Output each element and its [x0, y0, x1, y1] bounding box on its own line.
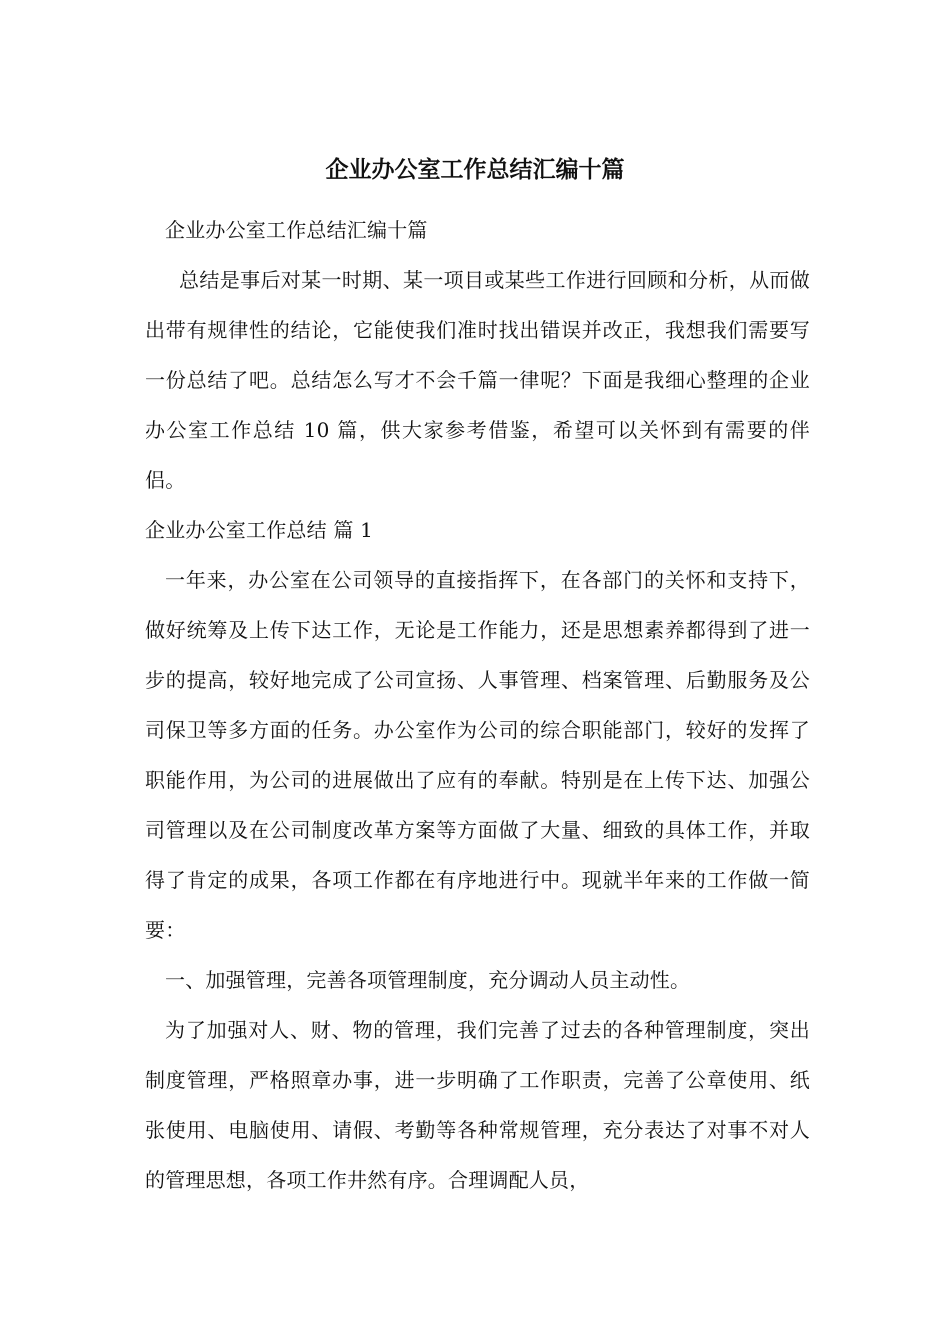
section-heading: 企业办公室工作总结 篇 1 — [145, 518, 374, 542]
body-paragraph-2: 为了加强对人、财、物的管理，我们完善了过去的各种管理制度，突出制度管理，严格照章办事，进一步明确了工作职责，完善了公章使用、纸张使用、电脑使用、请假、考勤等各种常规管理，充分表达了对事不对人的管理思想，各项工作井然有序。合理调配人员， — [145, 1018, 810, 1192]
document-body — [145, 205, 810, 1205]
intro-paragraph: 总结是事后对某一时期、某一项目或某些工作进行回顾和分析，从而做出带有规律性的结论，它能使我们准时找出错误并改正，我想我们需要写一份总结了吧。总结怎么写才不会千篇一律呢？下面是我细心整理的企业办公室工作总结 10 篇，供大家参考借鉴，希望可以关怀到有需要的伴侣。 — [145, 268, 810, 492]
document-subtitle: 企业办公室工作总结汇编十篇 — [165, 218, 428, 242]
body-paragraph-1: 一年来，办公室在公司领导的直接指挥下，在各部门的关怀和支持下，做好统筹及上传下达工作，无论是工作能力，还是思想素养都得到了进一步的提高，较好地完成了公司宣扬、人事管理、档案管理、后勤服务及公司保卫等多方面的任务。办公室作为公司的综合职能部门，较好的发挥了职能作用，为公司的进展做出了应有的奉献。特别是在上传下达、加强公司管理以及在公司制度改革方案等方面做了大量、细致的具体工作，并取得了肯定的成果，各项工作都在有序地进行中。现就半年来的工作做一简要： — [145, 568, 810, 942]
document-title: 企业办公室工作总结汇编十篇 — [325, 157, 625, 183]
point-heading-1: 一、加强管理，完善各项管理制度，充分调动人员主动性。 — [165, 968, 691, 992]
